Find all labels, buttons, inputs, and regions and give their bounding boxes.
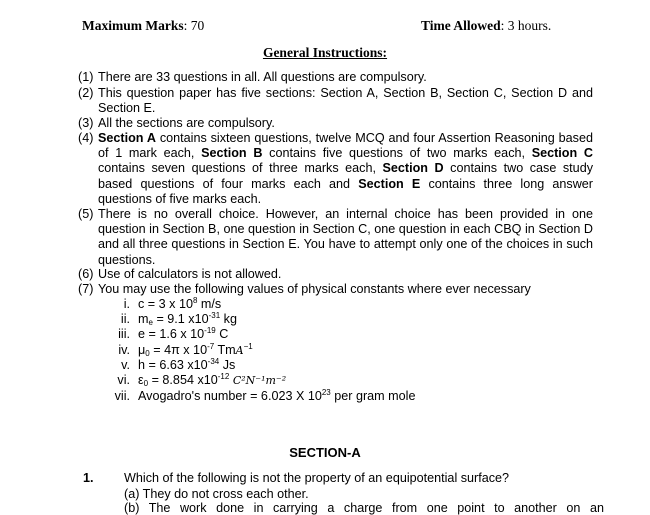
- constant-electron-mass: ii. $m_e = 9.1$ $x10^{-31}$ kg: [120, 311, 237, 327]
- section-title: SECTION-A: [289, 445, 361, 460]
- instruction-item: (7) You may use the following values of physical constants where ever necessary: [78, 282, 531, 296]
- instruction-item: (5) There is no overall choice. However, an internal choice has been provided in one question in Section B, one question in Section C, one question in each CBQ in Section D and all three questions in Section E. You have to attempt only one of the choices in such questions.: [78, 207, 593, 267]
- instruction-item: (1) There are 33 questions in all. All questions are compulsory.: [78, 70, 427, 84]
- constant-planck: v. h = 6.63 $x10^{-34}$ Js: [121, 357, 236, 372]
- constant-speed-of-light: i. c = 3 x $10^8$ m/s: [123, 296, 222, 311]
- option-b: (b) The work done in carrying a charge from one point to another on an: [124, 501, 604, 515]
- constant-permittivity: vi. $\varepsilon_0 = 8.854$ $x10^{-12}$ C²N⁻¹m⁻²: [117, 372, 287, 388]
- constant-electron-charge: iii. e = 1.6 x $10^{-19}$ C: [118, 326, 229, 341]
- question-text: Which of the following is not the property of an equipotential surface?: [124, 471, 510, 485]
- max-marks: Maximum Marks: 70: [82, 18, 205, 33]
- instructions-title: General Instructions:: [262, 45, 388, 60]
- instruction-item: (3) All the sections are compulsory.: [78, 116, 275, 130]
- option-a: (a) They do not cross each other.: [124, 487, 309, 501]
- question-number: 1.: [83, 471, 94, 485]
- instruction-item: (4) Section A contains sixteen questions, twelve MCQ and four Assertion Reasoning based of 1 mark each, Section B contains five questions of two marks each, Section C contains seven questions of three marks each, Section D contains two case study based questions of four marks each and Section E contains three long answer questions of five marks each.: [78, 131, 593, 206]
- constant-permeability: iv. $\mu_0 = 4\pi$ x $10^{-7}$ TmA$^{-1}$: [118, 342, 253, 358]
- instruction-item: (2) This question paper has five sections: Section A, Section B, Section C, Section D and Section E.: [78, 86, 593, 116]
- constant-avogadro: vii. Avogadro's number = 6.023 X $10^{23}$ per gram mole: [114, 388, 416, 403]
- time-allowed: Time Allowed: 3 hours.: [421, 18, 552, 33]
- instruction-item: (6) Use of calculators is not allowed.: [78, 267, 282, 281]
